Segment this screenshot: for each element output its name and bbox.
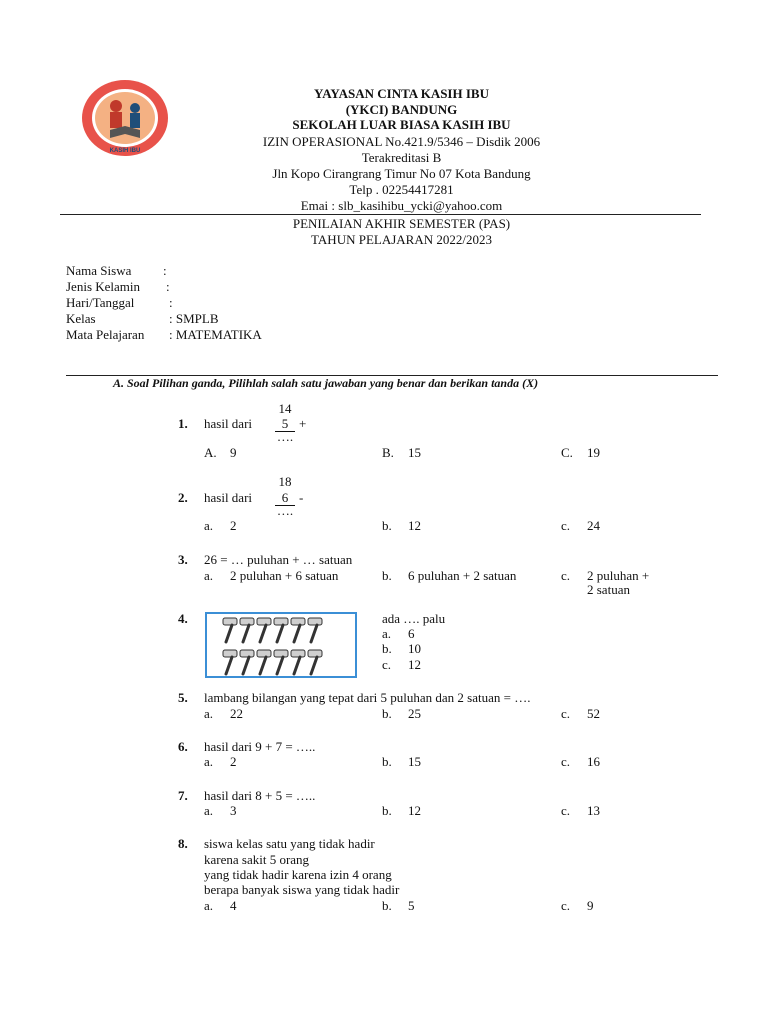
q1-number: 1.	[178, 416, 188, 431]
q2-bottom: ….	[276, 503, 294, 518]
identity-row-class: Kelas : SMPLB	[66, 311, 219, 326]
header-divider	[60, 214, 701, 215]
foundation-name: YAYASAN CINTA KASIH IBU	[314, 86, 489, 101]
section-instruction: A. Soal Pilihan ganda, Pilihlah salah satu jawaban yang benar dan berikan tanda (X)	[113, 376, 539, 390]
hammer-icon	[257, 618, 271, 642]
exam-title: PENILAIAN AKHIR SEMESTER (PAS)	[292, 216, 511, 231]
q8-option-b[interactable]: b. 5	[382, 898, 415, 913]
hammer-icon	[240, 618, 254, 642]
q1-option-a[interactable]: A. 9	[204, 445, 237, 460]
q7-option-b[interactable]: b. 12	[382, 803, 421, 818]
license-line: IZIN OPERASIONAL No.421.9/5346 – Disdik 2006	[262, 134, 541, 149]
q3-option-c[interactable]: c. 2 puluhan +	[561, 568, 650, 583]
q7-number: 7.	[178, 788, 188, 803]
school-name: SEKOLAH LUAR BIASA KASIH IBU	[292, 117, 511, 132]
q7-text: hasil dari 8 + 5 = …..	[204, 788, 316, 803]
address: Jln Kopo Cirangrang Timur No 07 Kota Bandung	[272, 166, 531, 181]
q3-option-c-cont: 2 satuan	[587, 582, 630, 597]
q8-option-c[interactable]: c. 9	[561, 898, 594, 913]
q1-bottom: ….	[276, 429, 294, 444]
q1-mid-number: 5	[281, 416, 289, 431]
email: Emai : slb_kasihibu_ycki@yahoo.com	[300, 198, 503, 213]
q8-line-1: siswa kelas satu yang tidak hadir	[204, 836, 375, 851]
q2-option-c[interactable]: c. 24	[561, 518, 600, 533]
q5-option-c[interactable]: c. 52	[561, 706, 600, 721]
hammer-icon	[274, 650, 288, 674]
hammer-icon	[291, 650, 305, 674]
q8-line-2: karena sakit 5 orang	[204, 852, 310, 867]
hammer-icon	[308, 650, 322, 674]
q5-option-a[interactable]: a. 22	[204, 706, 243, 721]
identity-row-gender: Jenis Kelamin :	[66, 279, 170, 294]
q1-option-b[interactable]: B. 15	[382, 445, 421, 460]
q6-number: 6.	[178, 739, 188, 754]
q2-operator: -	[299, 490, 304, 505]
hammer-picture-frame	[205, 612, 357, 678]
q4-number: 4.	[178, 611, 188, 626]
q2-option-b[interactable]: b. 12	[382, 518, 421, 533]
q4-option-a[interactable]: a. 6	[382, 626, 415, 641]
q3-option-a[interactable]: a. 2 puluhan + 6 satuan	[204, 568, 339, 583]
q8-line-3: yang tidak hadir karena izin 4 orang	[204, 867, 392, 882]
q6-option-c[interactable]: c. 16	[561, 754, 600, 769]
q2-option-a[interactable]: a. 2	[204, 518, 237, 533]
q5-option-b[interactable]: b. 25	[382, 706, 421, 721]
hammer-icon	[308, 618, 322, 642]
q1-top-number: 14	[278, 401, 292, 416]
q6-option-b[interactable]: b. 15	[382, 754, 421, 769]
phone: Telp . 02254417281	[349, 182, 454, 197]
q7-option-c[interactable]: c. 13	[561, 803, 600, 818]
q2-text: hasil dari	[204, 490, 253, 505]
q3-option-b[interactable]: b. 6 puluhan + 2 satuan	[382, 568, 517, 583]
q4-option-c[interactable]: c. 12	[382, 657, 421, 672]
hammer-picture	[207, 614, 355, 676]
hammer-icon	[240, 650, 254, 674]
q6-option-a[interactable]: a. 2	[204, 754, 237, 769]
q6-text: hasil dari 9 + 7 = …..	[204, 739, 316, 754]
q2-mid-number: 6	[281, 490, 289, 505]
identity-row-date: Hari/Tanggal :	[66, 295, 173, 310]
logo-text-bottom: KASIH IBU	[109, 148, 141, 154]
q8-line-4: berapa banyak siswa yang tidak hadir	[204, 882, 400, 897]
q8-option-a[interactable]: a. 4	[204, 898, 237, 913]
hammer-icon	[257, 650, 271, 674]
q8-number: 8.	[178, 836, 188, 851]
q1-text: hasil dari	[204, 416, 253, 431]
identity-row-subject: Mata Pelajaran : MATEMATIKA	[66, 327, 262, 342]
q4-option-b[interactable]: b. 10	[382, 641, 421, 656]
exam-year: TAHUN PELAJARAN 2022/2023	[311, 232, 492, 247]
q4-text: ada …. palu	[382, 611, 446, 626]
q2-top-number: 18	[278, 474, 292, 489]
q3-number: 3.	[178, 552, 188, 567]
q7-option-a[interactable]: a. 3	[204, 803, 237, 818]
hammer-icon	[291, 618, 305, 642]
identity-row-name: Nama Siswa :	[66, 263, 167, 278]
q5-text: lambang bilangan yang tepat dari 5 puluhan dan 2 satuan = ….	[204, 690, 531, 705]
q2-number: 2.	[178, 490, 188, 505]
hammer-icon	[223, 618, 237, 642]
q1-option-c[interactable]: C. 19	[561, 445, 600, 460]
hammer-icon	[223, 650, 237, 674]
foundation-city: (YKCI) BANDUNG	[345, 102, 458, 117]
q1-operator: +	[299, 416, 307, 431]
accreditation: Terakreditasi B	[361, 150, 442, 165]
hammer-icon	[274, 618, 288, 642]
q3-text: 26 = … puluhan + … satuan	[204, 552, 353, 567]
q5-number: 5.	[178, 690, 188, 705]
